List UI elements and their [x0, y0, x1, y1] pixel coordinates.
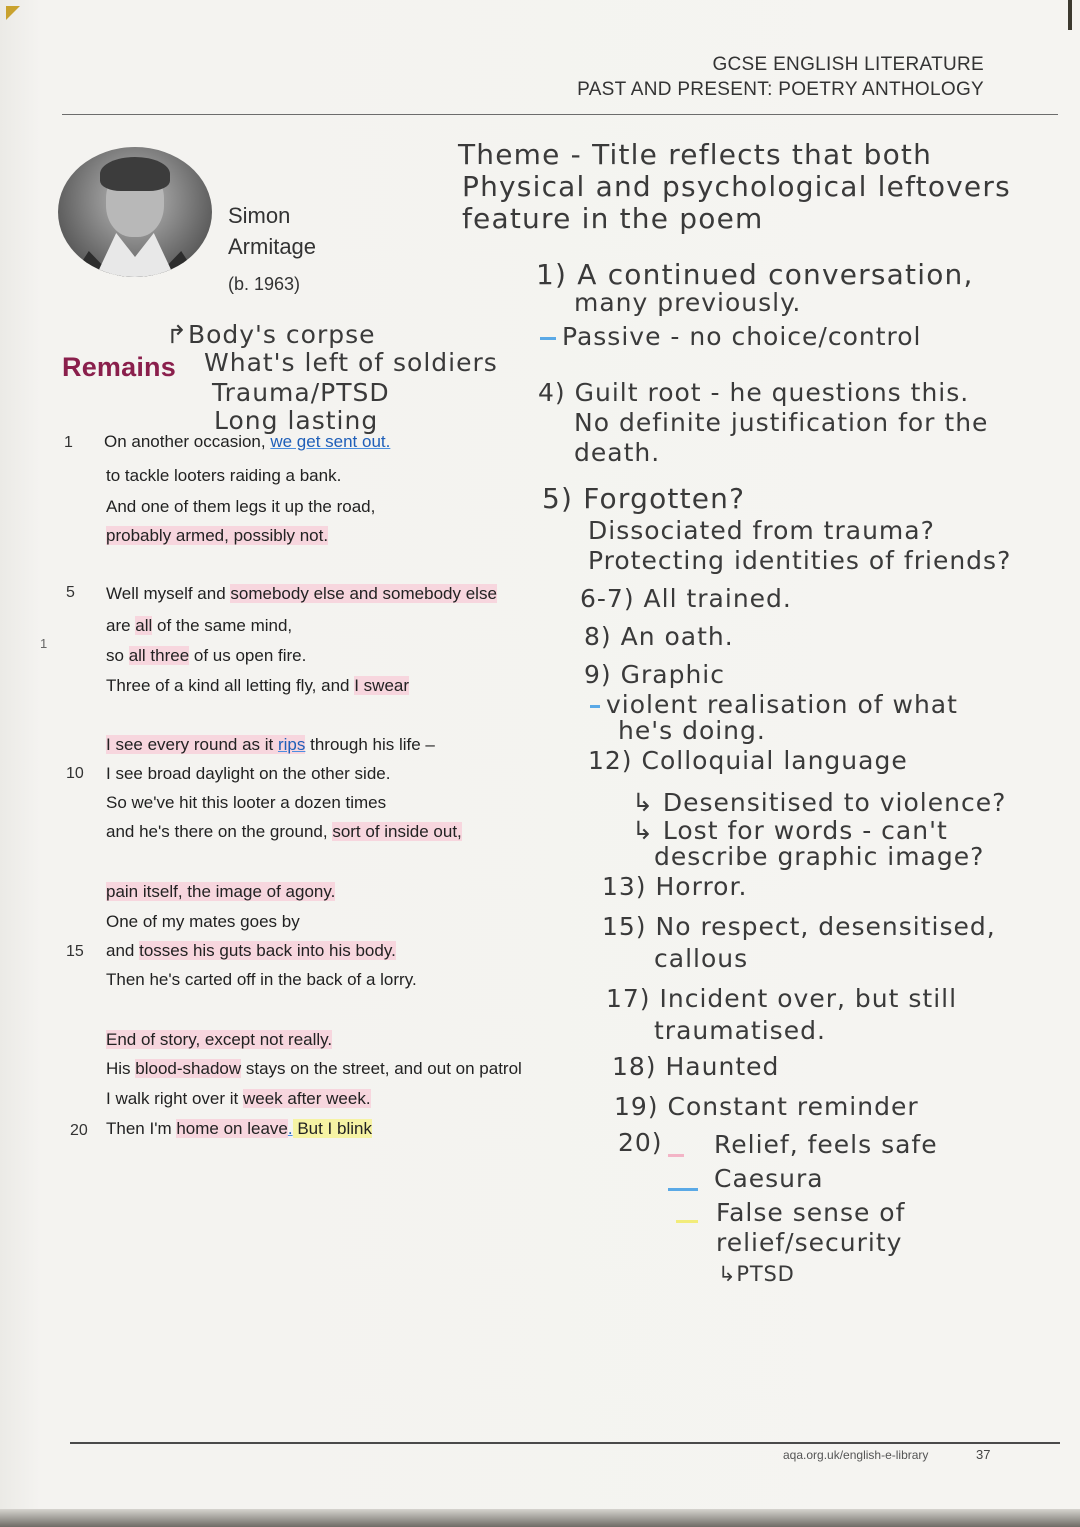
- note-20d: False sense of: [716, 1198, 906, 1227]
- note-12c: ↳ Lost for words - can't: [632, 816, 948, 845]
- page-edge: [1068, 0, 1072, 30]
- note-theme-3: feature in the poem: [462, 202, 764, 235]
- poem-line-15: and tosses his guts back into his body.: [106, 941, 396, 960]
- footer-url[interactable]: aqa.org.uk/english-e-library: [783, 1448, 929, 1462]
- note-theme-1: Theme - Title reflects that both: [458, 138, 933, 171]
- note-title-a: ↱Body's corpse: [166, 320, 376, 349]
- note-9b: violent realisation of what: [590, 690, 958, 719]
- note-theme-2: Physical and psychological leftovers: [462, 170, 1011, 203]
- note-4c: death.: [574, 438, 661, 467]
- poem-line-17: End of story, except not really.: [106, 1030, 333, 1049]
- poem-line-7: so all three of us open fire.: [106, 646, 307, 665]
- note-20c: Caesura: [714, 1164, 824, 1193]
- note-15b: callous: [654, 944, 749, 973]
- poem-line-8: Three of a kind all letting fly, and I swear: [106, 676, 410, 695]
- note-6: 6-7) All trained.: [580, 584, 792, 613]
- poem-line-2: to tackle looters raiding a bank.: [106, 466, 342, 485]
- page-header: [577, 52, 984, 102]
- page-number: 37: [976, 1447, 991, 1462]
- header-anthology: PAST AND PRESENT: POETRY ANTHOLOGY: [577, 79, 984, 100]
- note-1b: many previously.: [574, 288, 802, 317]
- note-20b: Relief, feels safe: [714, 1130, 938, 1159]
- footer-rule: [70, 1442, 1060, 1444]
- poet-dates: (b. 1963): [228, 274, 301, 294]
- note-9c: he's doing.: [618, 716, 766, 745]
- note-19: 19) Constant reminder: [614, 1092, 919, 1121]
- note-20-pink: [668, 1142, 690, 1166]
- note-17a: 17) Incident over, but still: [606, 984, 958, 1013]
- blue-dash: [540, 337, 556, 340]
- blue-dash: [590, 705, 600, 708]
- poem-line-3: And one of them legs it up the road,: [106, 497, 376, 516]
- poem-line-10: I see broad daylight on the other side.: [106, 764, 391, 783]
- pink-dash: [668, 1154, 684, 1157]
- poet-name: Simon Armitage: [228, 203, 317, 259]
- poem-line-9: I see every round as it rips through his life –: [106, 735, 435, 754]
- note-title-b: What's left of soldiers: [204, 348, 498, 377]
- poem-line-1: On another occasion, we get sent out.: [104, 432, 391, 451]
- margin-mark: 1: [40, 636, 48, 651]
- note-9a: 9) Graphic: [584, 660, 725, 689]
- blue-dash: [668, 1188, 698, 1191]
- note-1c: Passive - no choice/control: [540, 322, 921, 351]
- line-number: 15: [66, 943, 84, 960]
- note-12a: 12) Colloquial language: [588, 746, 908, 775]
- line-number: 20: [70, 1122, 88, 1139]
- note-5b: Dissociated from trauma?: [588, 516, 935, 545]
- line-number: 5: [66, 584, 75, 601]
- header-rule: [62, 114, 1058, 115]
- note-4a: 4) Guilt root - he questions this.: [538, 378, 970, 407]
- note-13: 13) Horror.: [602, 872, 748, 901]
- poem-line-11: So we've hit this looter a dozen times: [106, 793, 387, 812]
- corner-mark: [6, 6, 20, 20]
- poem-title: Remains: [62, 352, 176, 382]
- note-5a: 5) Forgotten?: [542, 482, 746, 515]
- note-4b: No definite justification for the: [574, 408, 989, 437]
- note-12b: ↳ Desensitised to violence?: [632, 788, 1007, 817]
- note-20f: ↳PTSD: [718, 1262, 795, 1286]
- line-number: 1: [64, 434, 73, 451]
- note-5c: Protecting identities of friends?: [588, 546, 1012, 575]
- poem-line-12: and he's there on the ground, sort of inside out,: [106, 822, 462, 841]
- line-number: 10: [66, 765, 84, 782]
- note-8: 8) An oath.: [584, 622, 734, 651]
- yellow-dash: [676, 1220, 698, 1223]
- poem-line-18: His blood-shadow stays on the street, and out on patrol: [106, 1059, 522, 1078]
- poem-line-20: Then I'm home on leave. But I blink: [106, 1119, 372, 1138]
- poem-line-13: pain itself, the image of agony.: [106, 882, 336, 901]
- note-15a: 15) No respect, desensitised,: [602, 912, 996, 941]
- note-20a: 20): [618, 1128, 663, 1157]
- note-1a: 1) A continued conversation,: [536, 258, 974, 291]
- note-18: 18) Haunted: [612, 1052, 780, 1081]
- poem-line-6: are all of the same mind,: [106, 616, 293, 635]
- note-20e: relief/security: [716, 1228, 903, 1257]
- note-12d: describe graphic image?: [654, 842, 985, 871]
- note-20-yellow: [676, 1208, 698, 1232]
- poem-line-5: Well myself and somebody else and somebody else: [106, 584, 497, 603]
- note-17b: traumatised.: [654, 1016, 826, 1045]
- poem-line-14: One of my mates goes by: [106, 912, 300, 931]
- poet-photo: [58, 147, 212, 277]
- note-title-c: Trauma/PTSD: [212, 378, 390, 407]
- poem-line-16: Then he's carted off in the back of a lorry.: [106, 970, 417, 989]
- poem-line-4: probably armed, possibly not.: [106, 526, 329, 545]
- page-bottom-edge: [0, 1509, 1080, 1527]
- note-title-d: Long lasting: [214, 406, 379, 435]
- header-subject: GCSE ENGLISH LITERATURE: [712, 54, 984, 75]
- note-20-blue: [668, 1176, 704, 1200]
- poem-line-19: I walk right over it week after week.: [106, 1089, 371, 1108]
